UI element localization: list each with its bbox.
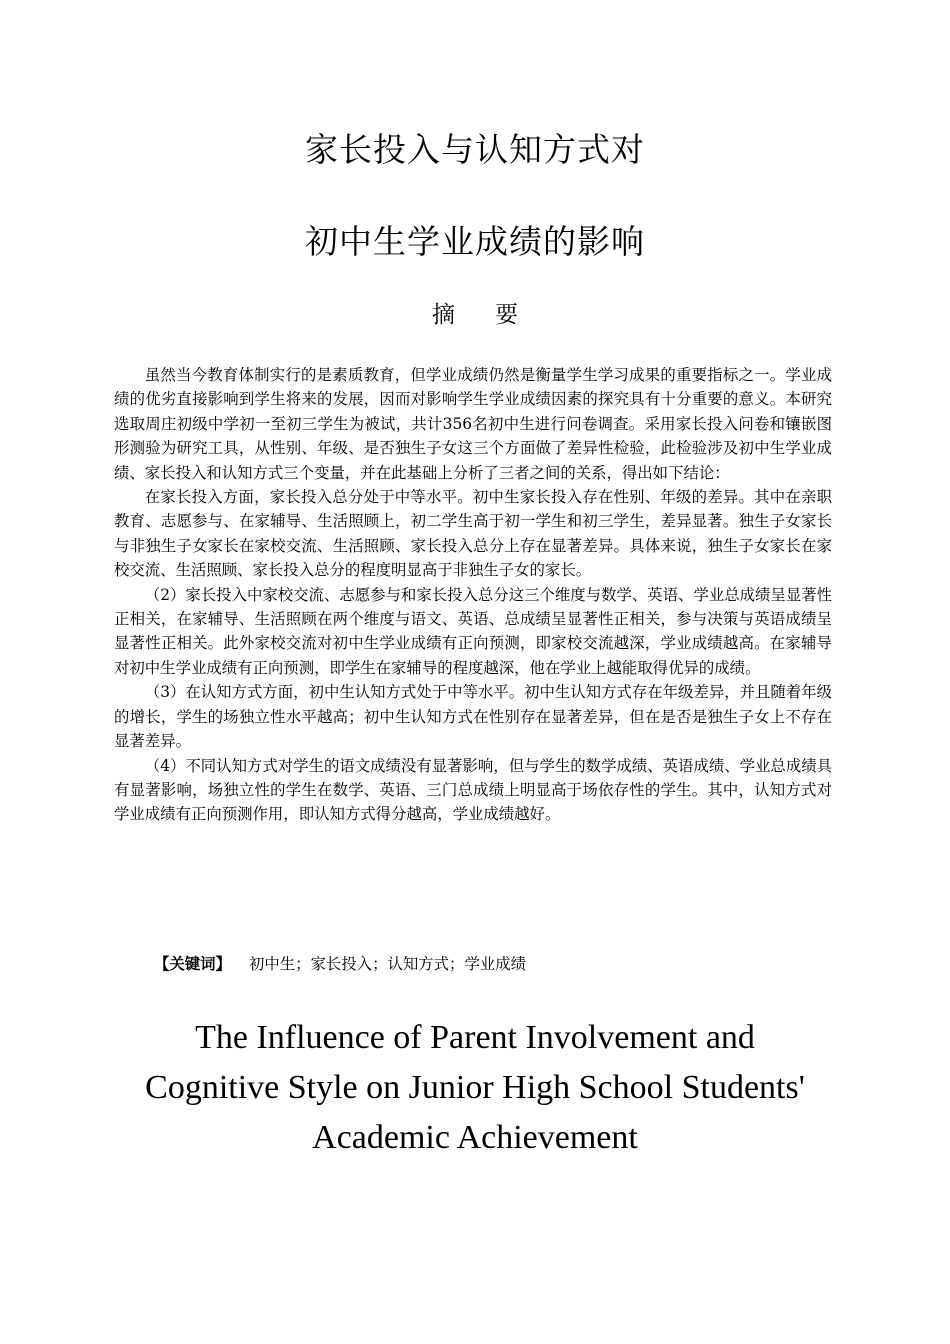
abstract-paragraph: （3）在认知方式方面，初中生认知方式处于中等水平。初中生认知方式存在年级差异，并且随着年级的增长，学生的场独立性水平越高；初中生认知方式在性别存在显著差异，但在是否是独生子女上不存在显著差异。 [114,683,832,751]
abstract-paragraph: 虽然当今教育体制实行的是素质教育，但学业成绩仍然是衡量学生学习成果的重要指标之一。学业成绩的优劣直接影响到学生将来的发展，因而对影响学生学业成绩因素的探究具有十分重要的意义。本研究选取周庄初级中学初一至初三学生为被试，共计356名初中生进行问卷调查。采用家长投入问卷和镶嵌图形测验为研究工具，从性别、年级、是否独生子女这三个方面做了差异性检验，此检验涉及初中生学业成绩、家长投入和认知方式三个变量，并在此基础上分析了三者之间的关系，得出如下结论： [114,366,832,482]
abstract-paragraph: 在家长投入方面，家长投入总分处于中等水平。初中生家长投入存在性别、年级的差异。其中在亲职教育、志愿参与、在家辅导、生活照顾上，初二学生高于初一学生和初三学生，差异显著。独生子女家长与非独生子女家长在家校交流、生活照顾、家长投入总分上存在显著差异。具体来说，独生子女家长在家校交流、生活照顾、家长投入总分的程度明显高于非独生子女的家长。 [114,488,832,580]
chinese-title-line-2: 初中生学业成绩的影响 [305,222,645,261]
abstract-paragraph: （2）家长投入中家校交流、志愿参与和家长投入总分这三个维度与数学、英语、学业总成绩呈显著性正相关，在家辅导、生活照顾在两个维度与语文、英语、总成绩呈显著性正相关，参与决策与英语成绩呈显著性正相关。此外家校交流对初中生学业成绩有正向预测，即家校交流越深，学业成绩越高。在家辅导对初中生学业成绩有正向预测，即学生在家辅导的程度越深，他在学业上越能取得优异的成绩。 [114,585,832,677]
keywords-line [154,952,526,976]
abstract-paragraph: （4）不同认知方式对学生的语文成绩没有显著影响，但与学生的数学成绩、英语成绩、学业总成绩具有显著影响，场独立性的学生在数学、英语、三门总成绩上明显高于场依存性的学生。其中，认知方式对学业成绩有正向预测作用，即认知方式得分越高，学业成绩越好。 [114,756,832,824]
english-title-line-2: Cognitive Style on Junior High School Students' [145,1069,805,1106]
keywords-text: 初中生；家长投入；认知方式；学业成绩 [248,955,527,973]
abstract-heading: 摘要 [432,302,558,328]
chinese-title-line-1: 家长投入与认知方式对 [305,130,645,169]
english-title [90,1013,860,1163]
keywords-label: 【关键词】 [154,955,231,973]
english-title-line-3: Academic Achievement [312,1119,638,1156]
english-title-line-1: The Influence of Parent Involvement and [195,1019,755,1056]
abstract-body [114,363,832,827]
